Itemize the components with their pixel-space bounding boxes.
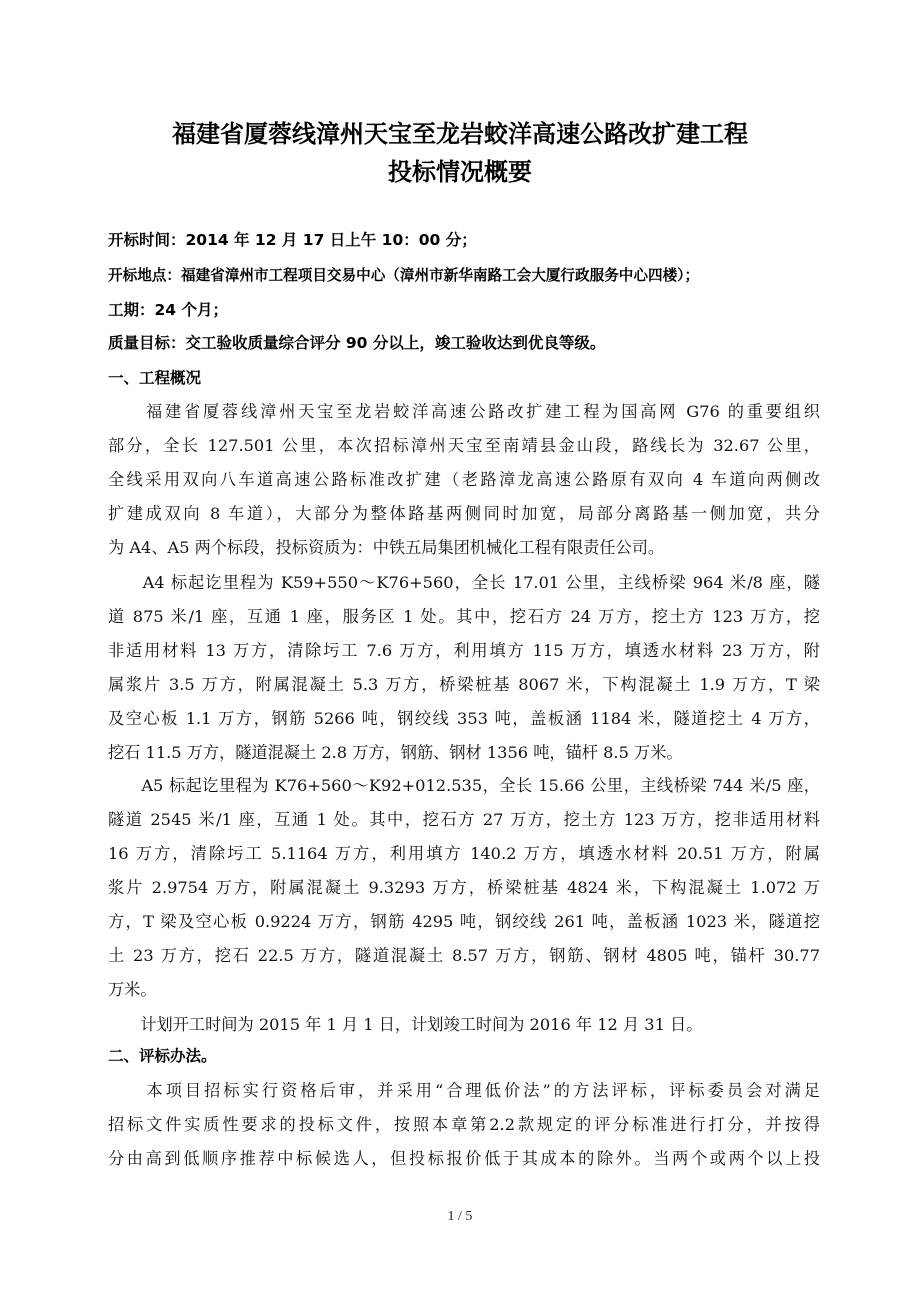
info-quality: 质量目标：交工验收质量综合评分 90 分以上，竣工验收达到优良等级。 xyxy=(108,334,606,352)
document-subtitle: 投标情况概要 xyxy=(388,158,532,186)
paragraph-line: A4 标起讫里程为 K59+550～K76+560，全长 17.01 公里，主线桥梁 964 米/8 座，隧 xyxy=(108,573,820,592)
section2-heading: 二、评标办法。 xyxy=(108,1047,217,1065)
paragraph-line: A5 标起讫里程为 K76+560～K92+012.535，全长 15.66 公里，主线桥梁 744 米/5 座， xyxy=(108,776,820,795)
paragraph-line: 分由高到低顺序推荐中标候选人，但投标报价低于其成本的除外。当两个或两个以上投 xyxy=(108,1149,820,1168)
paragraph-line: 万米。 xyxy=(108,980,157,999)
paragraph-line: 本项目招标实行资格后审，并采用“合理低价法”的方法评标，评标委员会对满足 xyxy=(108,1081,820,1100)
paragraph-line: 16 万方，清除圬工 5.1164 万方，利用填方 140.2 万方，填透水材料 20.51 万方，附属 xyxy=(108,844,820,863)
paragraph-line: 计划开工时间为 2015 年 1 月 1 日，计划竣工时间为 2016 年 12 月 31 日。 xyxy=(108,1015,703,1034)
paragraph-line: 为 A4、A5 两个标段，投标资质为：中铁五局集团机械化工程有限责任公司。 xyxy=(108,538,665,557)
paragraph-line: 隧道 2545 米/1 座，互通 1 处。其中，挖石方 27 万方，挖土方 123 万方，挖非适用材料 xyxy=(108,810,820,829)
paragraph-line: 全线采用双向八车道高速公路标准改扩建（老路漳龙高速公路原有双向 4 车道向两侧改 xyxy=(108,470,820,489)
paragraph-line: 非适用材料 13 万方，清除圬工 7.6 万方，利用填方 115 万方，填透水材料 23 万方，附 xyxy=(108,641,820,660)
info-open-place: 开标地点：福建省漳州市工程项目交易中心（漳州市新华南路工会大厦行政服务中心四楼）； xyxy=(108,267,700,284)
paragraph-line: 道 875 米/1 座，互通 1 座，服务区 1 处。其中，挖石方 24 万方，挖土方 123 万方，挖 xyxy=(108,607,820,626)
paragraph-line: 部分，全长 127.501 公里，本次招标漳州天宝至南靖县金山段，路线长为 32.67 公里， xyxy=(108,436,820,455)
section1-heading: 一、工程概况 xyxy=(108,369,202,387)
info-duration: 工期：24 个月； xyxy=(108,301,228,319)
paragraph-line: 浆片 2.9754 万方，附属混凝土 9.3293 万方，桥梁桩基 4824 米，下构混凝土 1.072 万 xyxy=(108,878,820,897)
paragraph-line: 属浆片 3.5 万方，附属混凝土 5.3 万方，桥梁桩基 8067 米，下构混凝土 1.9 万方，T 梁 xyxy=(108,675,820,694)
paragraph-line: 及空心板 1.1 万方，钢筋 5266 吨，钢绞线 353 吨，盖板涵 1184 米，隧道挖土 4 万方， xyxy=(108,709,820,728)
paragraph-line: 挖石 11.5 万方，隧道混凝土 2.8 万方，钢筋、钢材 1356 吨，锚杆 8.5 万米。 xyxy=(108,743,683,762)
paragraph-line: 扩建成双向 8 车道），大部分为整体路基两侧同时加宽，局部分离路基一侧加宽，共分 xyxy=(108,504,820,523)
paragraph-line: 土 23 万方，挖石 22.5 万方，隧道混凝土 8.57 万方，钢筋、钢材 4805 吨，锚杆 30.77 xyxy=(108,946,820,965)
info-open-time: 开标时间：2014 年 12 月 17 日上午 10：00 分； xyxy=(108,231,477,249)
paragraph-line: 福建省厦蓉线漳州天宝至龙岩蛟洋高速公路改扩建工程为国高网 G76 的重要组织 xyxy=(108,402,820,421)
document-title: 福建省厦蓉线漳州天宝至龙岩蛟洋高速公路改扩建工程 xyxy=(172,120,748,148)
paragraph-line: 招标文件实质性要求的投标文件，按照本章第2.2款规定的评分标准进行打分，并按得 xyxy=(108,1115,820,1134)
paragraph-line: 方，T 梁及空心板 0.9224 万方，钢筋 4295 吨，钢绞线 261 吨，盖板涵 1023 米，隧道挖 xyxy=(108,912,820,931)
page-number: 1 / 5 xyxy=(447,1209,473,1224)
